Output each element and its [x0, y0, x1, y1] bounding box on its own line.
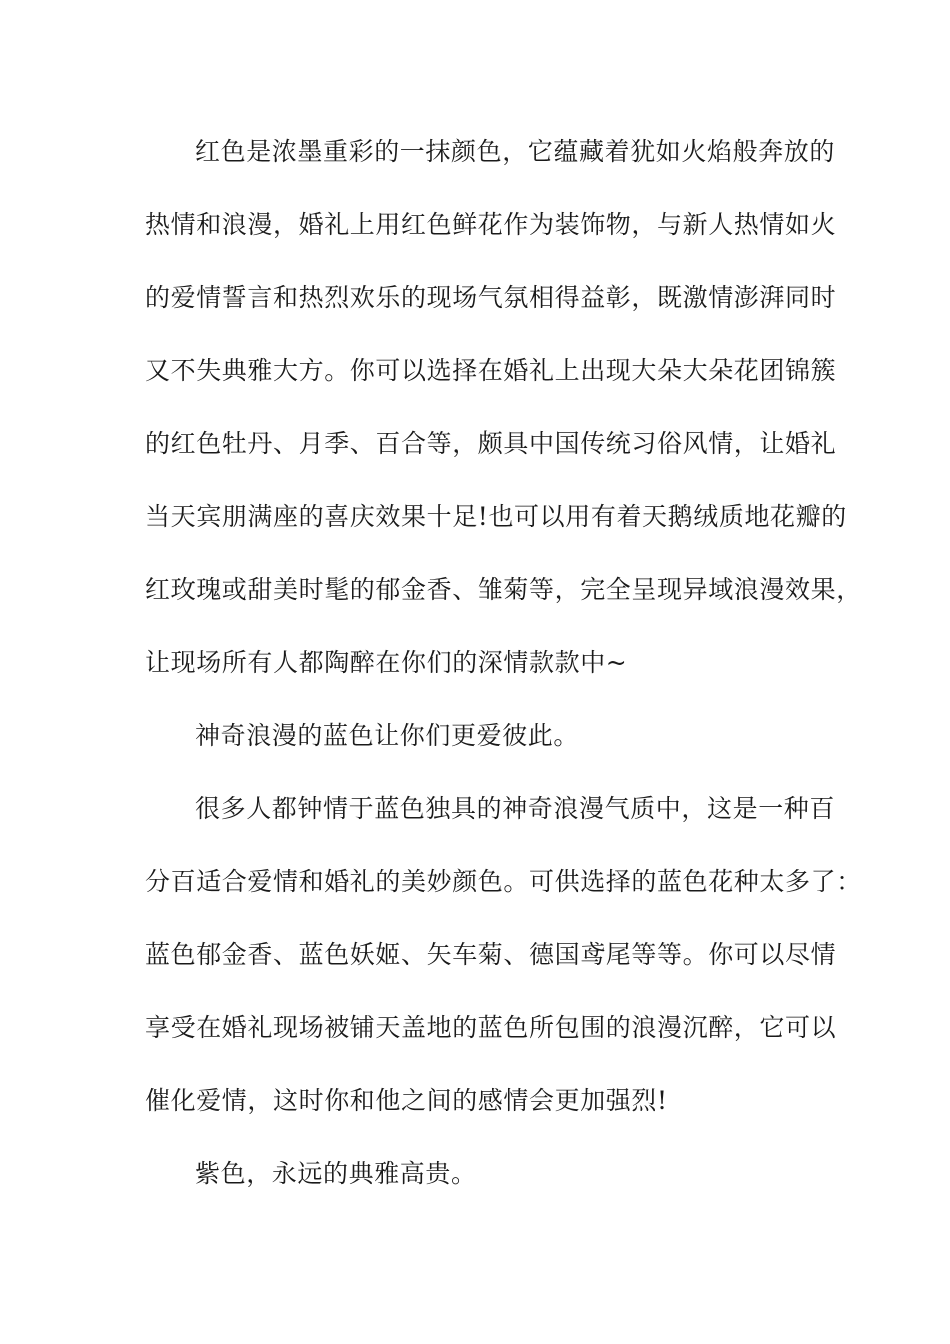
text-line: 很多人都钟情于蓝色独具的神奇浪漫气质中，这是一种百: [195, 794, 836, 823]
text-line: 热情和浪漫，婚礼上用红色鲜花作为装饰物，与新人热情如火: [145, 210, 837, 239]
text-line: 催化爱情，这时你和他之间的感情会更加强烈!: [145, 1086, 668, 1115]
text-line: 蓝色郁金香、蓝色妖姬、矢车菊、德国鸢尾等等。你可以尽情: [145, 940, 837, 969]
text-line: 紫色，永远的典雅高贵。: [195, 1159, 477, 1188]
body-text: [145, 128, 862, 1223]
text-line: 享受在婚礼现场被铺天盖地的蓝色所包围的浪漫沉醉，它可以: [145, 1013, 837, 1042]
text-line: 红玫瑰或甜美时髦的郁金香、雏菊等，完全呈现异域浪漫效果，: [145, 575, 862, 604]
text-line: 又不失典雅大方。你可以选择在婚礼上出现大朵大朵花团锦簇: [145, 356, 837, 385]
text-line: 神奇浪漫的蓝色让你们更爱彼此。: [195, 721, 580, 750]
text-line: 的红色牡丹、月季、百合等，颇具中国传统习俗风情，让婚礼: [145, 429, 837, 458]
text-line: 让现场所有人都陶醉在你们的深情款款中~: [145, 648, 628, 677]
text-line: 红色是浓墨重彩的一抹颜色，它蕴藏着犹如火焰般奔放的: [195, 137, 836, 166]
text-line: 的爱情誓言和热烈欢乐的现场气氛相得益彰，既激情澎湃同时: [145, 283, 837, 312]
text-line: 分百适合爱情和婚礼的美妙颜色。可供选择的蓝色花种太多了：: [145, 867, 862, 896]
text-line: 当天宾朋满座的喜庆效果十足!也可以用有着天鹅绒质地花瓣的: [145, 502, 847, 531]
